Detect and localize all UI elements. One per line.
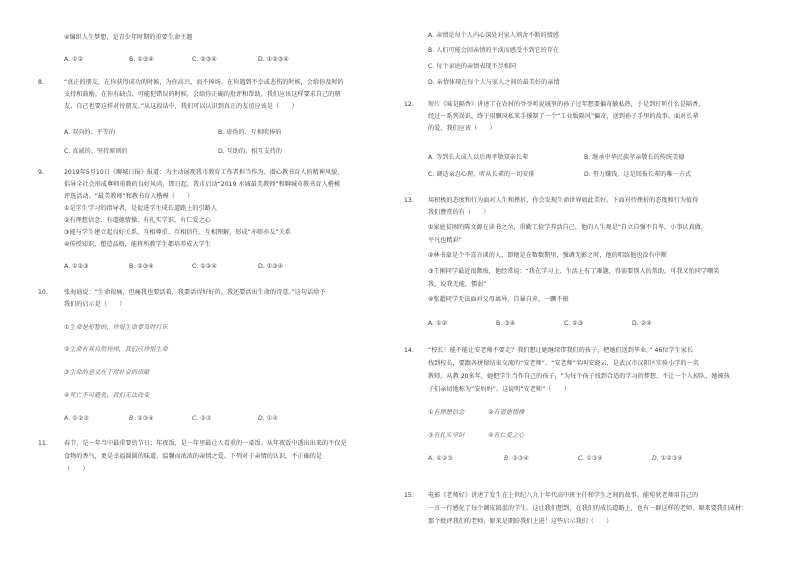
q8-stem-line3: 友，自己也要这样对待朋友。”从这段话中，我们可以认识到真正的友谊应该是（ ）	[64, 103, 298, 110]
q14-stem-line4: 子们亲切地称为“安妈妈”。这说明“安老师”（ ）	[428, 386, 570, 393]
q13-item-1: ①家庭贫困的陈文源在读书之余，重勤工俭学养活自己，他的人生观是“自立自强不自卑，小事认真做，	[428, 224, 708, 231]
q9-option-d[interactable]: D. ①③④	[258, 263, 284, 270]
q9-item-1: ①是学生学习的指导者，是促进学生成长道路上的引路人	[64, 205, 217, 212]
q9-stem-line3: 评选活动。“最美教师”和教书育人楷模（ ）	[64, 193, 194, 200]
q13-item-3-cont: 我，说我无能，懦弱”	[428, 281, 487, 288]
q9-item-4: ④传授知识，塑造品格，能将所教学生都培养成大学生	[64, 241, 211, 248]
q13-stem-line1: 用积极的态度和行为面对人生和挫折，你会发现生命世界如此美好。下面对待挫折的态度和行为值得	[428, 197, 699, 204]
q12-option-a[interactable]: A. 等到长大成人以后再孝敬双亲长辈	[428, 154, 529, 161]
q13-item-4: ④张超同学无法面对父母离异，自暴自弃，一蹶不振	[428, 296, 569, 303]
q11-option-c[interactable]: C. 每个家庭的亲情表现不尽相同	[428, 63, 517, 70]
q13-option-b[interactable]: B. ③④	[496, 320, 516, 327]
q14-item-1: ①有理想信念	[428, 409, 465, 416]
q15-stem-line1: 电影《老师好》讲述了发生在上世纪八九十年代高中班主任和学生之间的故事。能宛狄老师用自己的	[428, 492, 699, 499]
q8-option-a[interactable]: A. 双向的、平等的	[64, 129, 116, 136]
q7-option-c[interactable]: C. ②③④	[192, 56, 217, 63]
q14-option-d[interactable]: D. ①②③④	[652, 455, 683, 462]
q8-option-d[interactable]: D. 互助的、相互支持的	[218, 148, 283, 155]
q8-number: 8.	[38, 79, 44, 86]
q13-item-3: ③王刚同学最近很颓废，他经常说：“我在学习上、生活上有了难题，得需要别人的帮助，可我又怕同学嘲笑	[428, 268, 720, 275]
q14-number: 14.	[404, 347, 414, 354]
q9-option-c[interactable]: C. ①②④	[192, 263, 217, 270]
q10-item-3: ③生命的意义在于对社会的贡献	[64, 369, 150, 376]
q11-stem-line3: （ ）	[64, 466, 89, 473]
q10-stem-line2: 我们的启示是（ ）	[64, 301, 126, 308]
q14-item-2: ②有道德情操	[488, 409, 525, 416]
q14-stem-line1: “校长！能不能让安老师不要走？我们想让她继续带我们的孩子，把她们送到毕业。” 46位学生家长	[428, 347, 694, 354]
q13-option-a[interactable]: A. ①②	[428, 320, 448, 327]
q15-stem-line2: 一言一行感化了每个调皮捣蛋的学生。这让我们想到，在我们的成长道路上，也有一群这样的老师，原来要我们成材：	[428, 505, 748, 512]
q8-stem-line1: “真正的朋友，在你获得成功的时候，为你高兴，而不捧场。在你遇到不幸或悲伤的时候，会给你及时的	[64, 79, 344, 86]
q10-item-1: ①生命是短暂的，珍惜生命要及时行乐	[64, 324, 168, 331]
q9-stem-line2: 倡导全社会形成尊师重教的良好风尚，即日起，我市启动“2019 水城最美教师”和聊城市教书育人楷模	[64, 181, 341, 188]
q7-item-4: ④编织人生梦想，是青少年时期的重要生命主题	[64, 34, 193, 41]
q10-item-4: ④死亡不可避免，我们无法改变	[64, 392, 150, 399]
q10-option-d[interactable]: D. ①④	[258, 415, 278, 422]
q12-stem-line1: 短片《味是隔香》讲述了在农村的爷爷听说城里的孙子过年想要偏奇敏私热，于是到打听什么是隔香，	[428, 101, 705, 108]
q9-option-b[interactable]: B. ②③④	[129, 263, 154, 270]
q13-option-d[interactable]: D. ②④	[632, 320, 652, 327]
q12-stem-line3: 的爱，我们应该（ ）	[428, 125, 496, 132]
q14-stem-line2: 找到校长，要跟各拼留结束交流的“安老师”。“安老师”名叫安晓云，是武汉市汉阳区实验小学的一名	[428, 360, 699, 367]
q15-stem-line3: 那个批评我们的老师，原来是期盼我们上进！这些启示我们（ ）	[428, 518, 613, 525]
q13-option-c[interactable]: C. ①③	[564, 320, 584, 327]
q10-item-2: ②生命有其自然规律，我们应珍惜生命	[64, 346, 168, 353]
q7-option-b[interactable]: B. ①③④	[129, 56, 154, 63]
q11-option-b[interactable]: B. 人们可能会因亲情的平淡而感受不到它的存在	[428, 47, 560, 54]
q13-stem-line2: 我们赞赏的有（ ）	[428, 209, 490, 216]
q11-option-d[interactable]: D. 亲情体现在每个人与家人之间的最美好的亲情	[428, 79, 560, 86]
q7-option-d[interactable]: D. ①②③④	[258, 56, 289, 63]
q9-option-a[interactable]: A. ①②③	[64, 263, 89, 270]
q12-option-b[interactable]: B. 继承中华民族孝亲敬长的传统美德	[584, 154, 685, 161]
q11-number: 11.	[38, 440, 48, 447]
q14-stem-line3: 教师。从教 20多年，她把学生当作自己的孩子，“为每个孩子找到合适的学习的梦想，不让一个人掉队，她被孩	[428, 373, 730, 380]
q11-stem-line1: 春节，是一年当中最重要的节日；年夜饭，是一年里最让人看重的一桌饭。从年夜饭中透出出来的不仅是	[64, 440, 347, 447]
q14-item-4: ④有仁爱之心	[488, 432, 525, 439]
q10-option-a[interactable]: A. ①②③	[64, 415, 89, 422]
q8-option-c[interactable]: C. 真诚的、坚持原则的	[64, 148, 128, 155]
q8-option-b[interactable]: B. 虚伪的、互相吹捧的	[218, 129, 282, 136]
q14-option-a[interactable]: A. ①②③	[428, 455, 453, 462]
q13-item-2: ②林书豪是个不喜言谈的人，即便是在数数期里，强调无影之时，他的唱练他也没有中断	[428, 252, 667, 259]
q14-option-c[interactable]: C. ①③④	[578, 455, 603, 462]
q13-item-1-cont: 平凡也精彩”	[428, 237, 462, 244]
q10-option-b[interactable]: B. ②③④	[129, 415, 154, 422]
q11-stem-line2: 食物的香气，更是幸福圆圆的味道，温馨而浓浓的亲情之爱。下列对于亲情的认识，不正确的是	[64, 453, 323, 460]
q12-option-d[interactable]: D. 努力赚钱，这是回报长辈的唯一方式	[584, 171, 692, 178]
q9-item-3: ③能与学生建立起良好关系，互相尊重、互相信任、互相理解，形成“亦师亦友”关系	[64, 229, 291, 236]
q14-item-3: ③有扎实学识	[428, 432, 465, 439]
q15-number: 15.	[404, 492, 414, 499]
q9-stem-line1: 2019年5月10日《聊城日报》报道：为主动展现我市教育工作者担当作为、潜心教书育人的精神风貌，	[64, 169, 344, 176]
q9-item-2: ②有理想信念、有道德情操、有扎实学识、有仁爱之心	[64, 217, 211, 224]
q13-number: 13.	[404, 197, 414, 204]
q10-number: 10.	[38, 289, 48, 296]
q12-stem-line2: 经过一系列误识，终于用飘风私来手撑制了一个“工业版隔风”偏奇，送到孙子手里的故事。面对长辈	[428, 113, 699, 120]
q12-option-c[interactable]: C. 调适亲忍心理，听从长辈的一切安排	[428, 171, 535, 178]
q8-stem-line2: 支持和鼓励。在你有缺点、可能犯错误的时候，会给你正确的批评和帮助。我们应该这样要求自己的朋	[64, 91, 341, 98]
q12-number: 12.	[404, 101, 414, 108]
q7-option-a[interactable]: A. ①②	[64, 56, 84, 63]
q14-option-b[interactable]: B. ②③④	[504, 455, 529, 462]
q10-stem-line1: 张海迪说：“生命很痛，但痛我也要活着，我要活得好好的。我还要活出生命的诗意。”这句话给予	[64, 289, 326, 296]
q9-number: 9.	[38, 169, 44, 176]
q10-option-c[interactable]: C. ②③	[192, 415, 212, 422]
q11-option-a[interactable]: A. 亲情是每个人内心深处对家人割舍不断的情感	[428, 32, 559, 39]
